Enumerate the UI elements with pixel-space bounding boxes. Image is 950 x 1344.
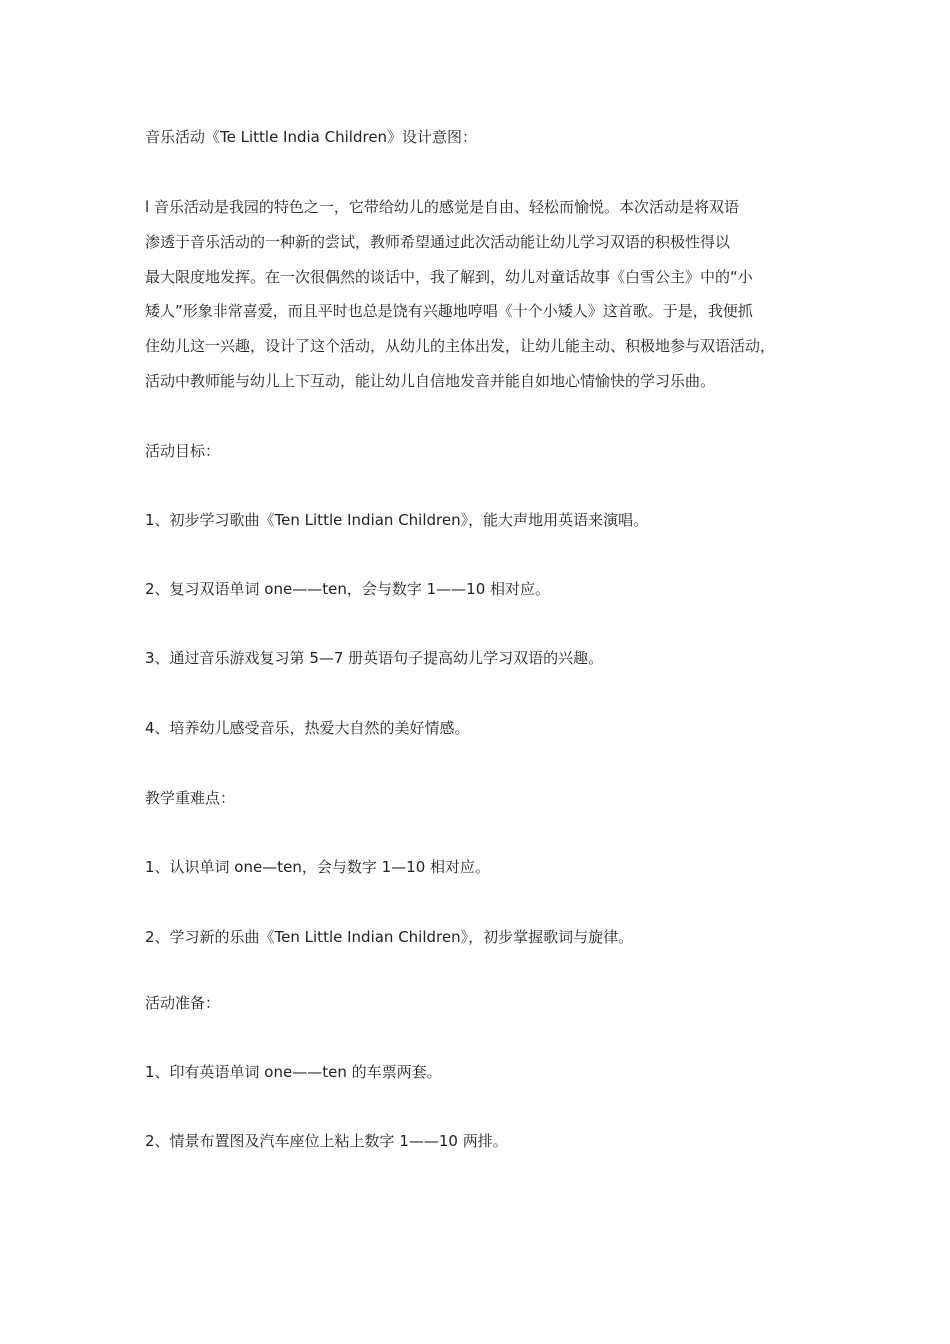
goal-item: 3、通过音乐游戏复习第 5—7 册英语句子提高幼儿学习双语的兴趣。 [145, 649, 604, 667]
intro-line: 矮人”形象非常喜爱，而且平时也总是饶有兴趣地哼唱《十个小矮人》这首歌。于是，我便抓 [145, 302, 753, 320]
intro-line: 最大限度地发挥。在一次很偶然的谈话中，我了解到，幼儿对童话故事《白雪公主》中的“小 [145, 268, 753, 286]
intro-line: 渗透于音乐活动的一种新的尝试，教师希望通过此次活动能让幼儿学习双语的积极性得以 [145, 233, 731, 251]
keypoint-item: 2、学习新的乐曲《Ten Little Indian Children》，初步掌握歌词与旋律。 [145, 928, 634, 946]
intro-line: 住幼儿这一兴趣，设计了这个活动，从幼儿的主体出发，让幼儿能主动、积极地参与双语活动， [145, 337, 776, 355]
goal-item: 2、复习双语单词 one——ten，会与数字 1——10 相对应。 [145, 580, 551, 598]
prep-item: 1、印有英语单词 one——ten 的车票两套。 [145, 1063, 442, 1081]
goals-heading: 活动目标： [145, 442, 221, 460]
prep-item: 2、情景布置图及汽车座位上粘上数字 1——10 两排。 [145, 1132, 508, 1150]
keypoint-item: 1、认识单词 one—ten，会与数字 1—10 相对应。 [145, 858, 491, 876]
intro-line: l 音乐活动是我园的特色之一，它带给幼儿的感觉是自由、轻松而愉悦。本次活动是将双语 [145, 198, 739, 216]
goal-item: 1、初步学习歌曲《Ten Little Indian Children》，能大声地用英语来演唱。 [145, 511, 649, 529]
document-title: 音乐活动《Te Little India Children》设计意图： [145, 128, 478, 146]
prep-heading: 活动准备： [145, 994, 221, 1012]
intro-line: 活动中教师能与幼儿上下互动，能让幼儿自信地发音并能自如地心情愉快的学习乐曲。 [145, 372, 716, 390]
goal-item: 4、培养幼儿感受音乐，热爱大自然的美好情感。 [145, 719, 470, 737]
keypoints-heading: 教学重难点： [145, 789, 236, 807]
